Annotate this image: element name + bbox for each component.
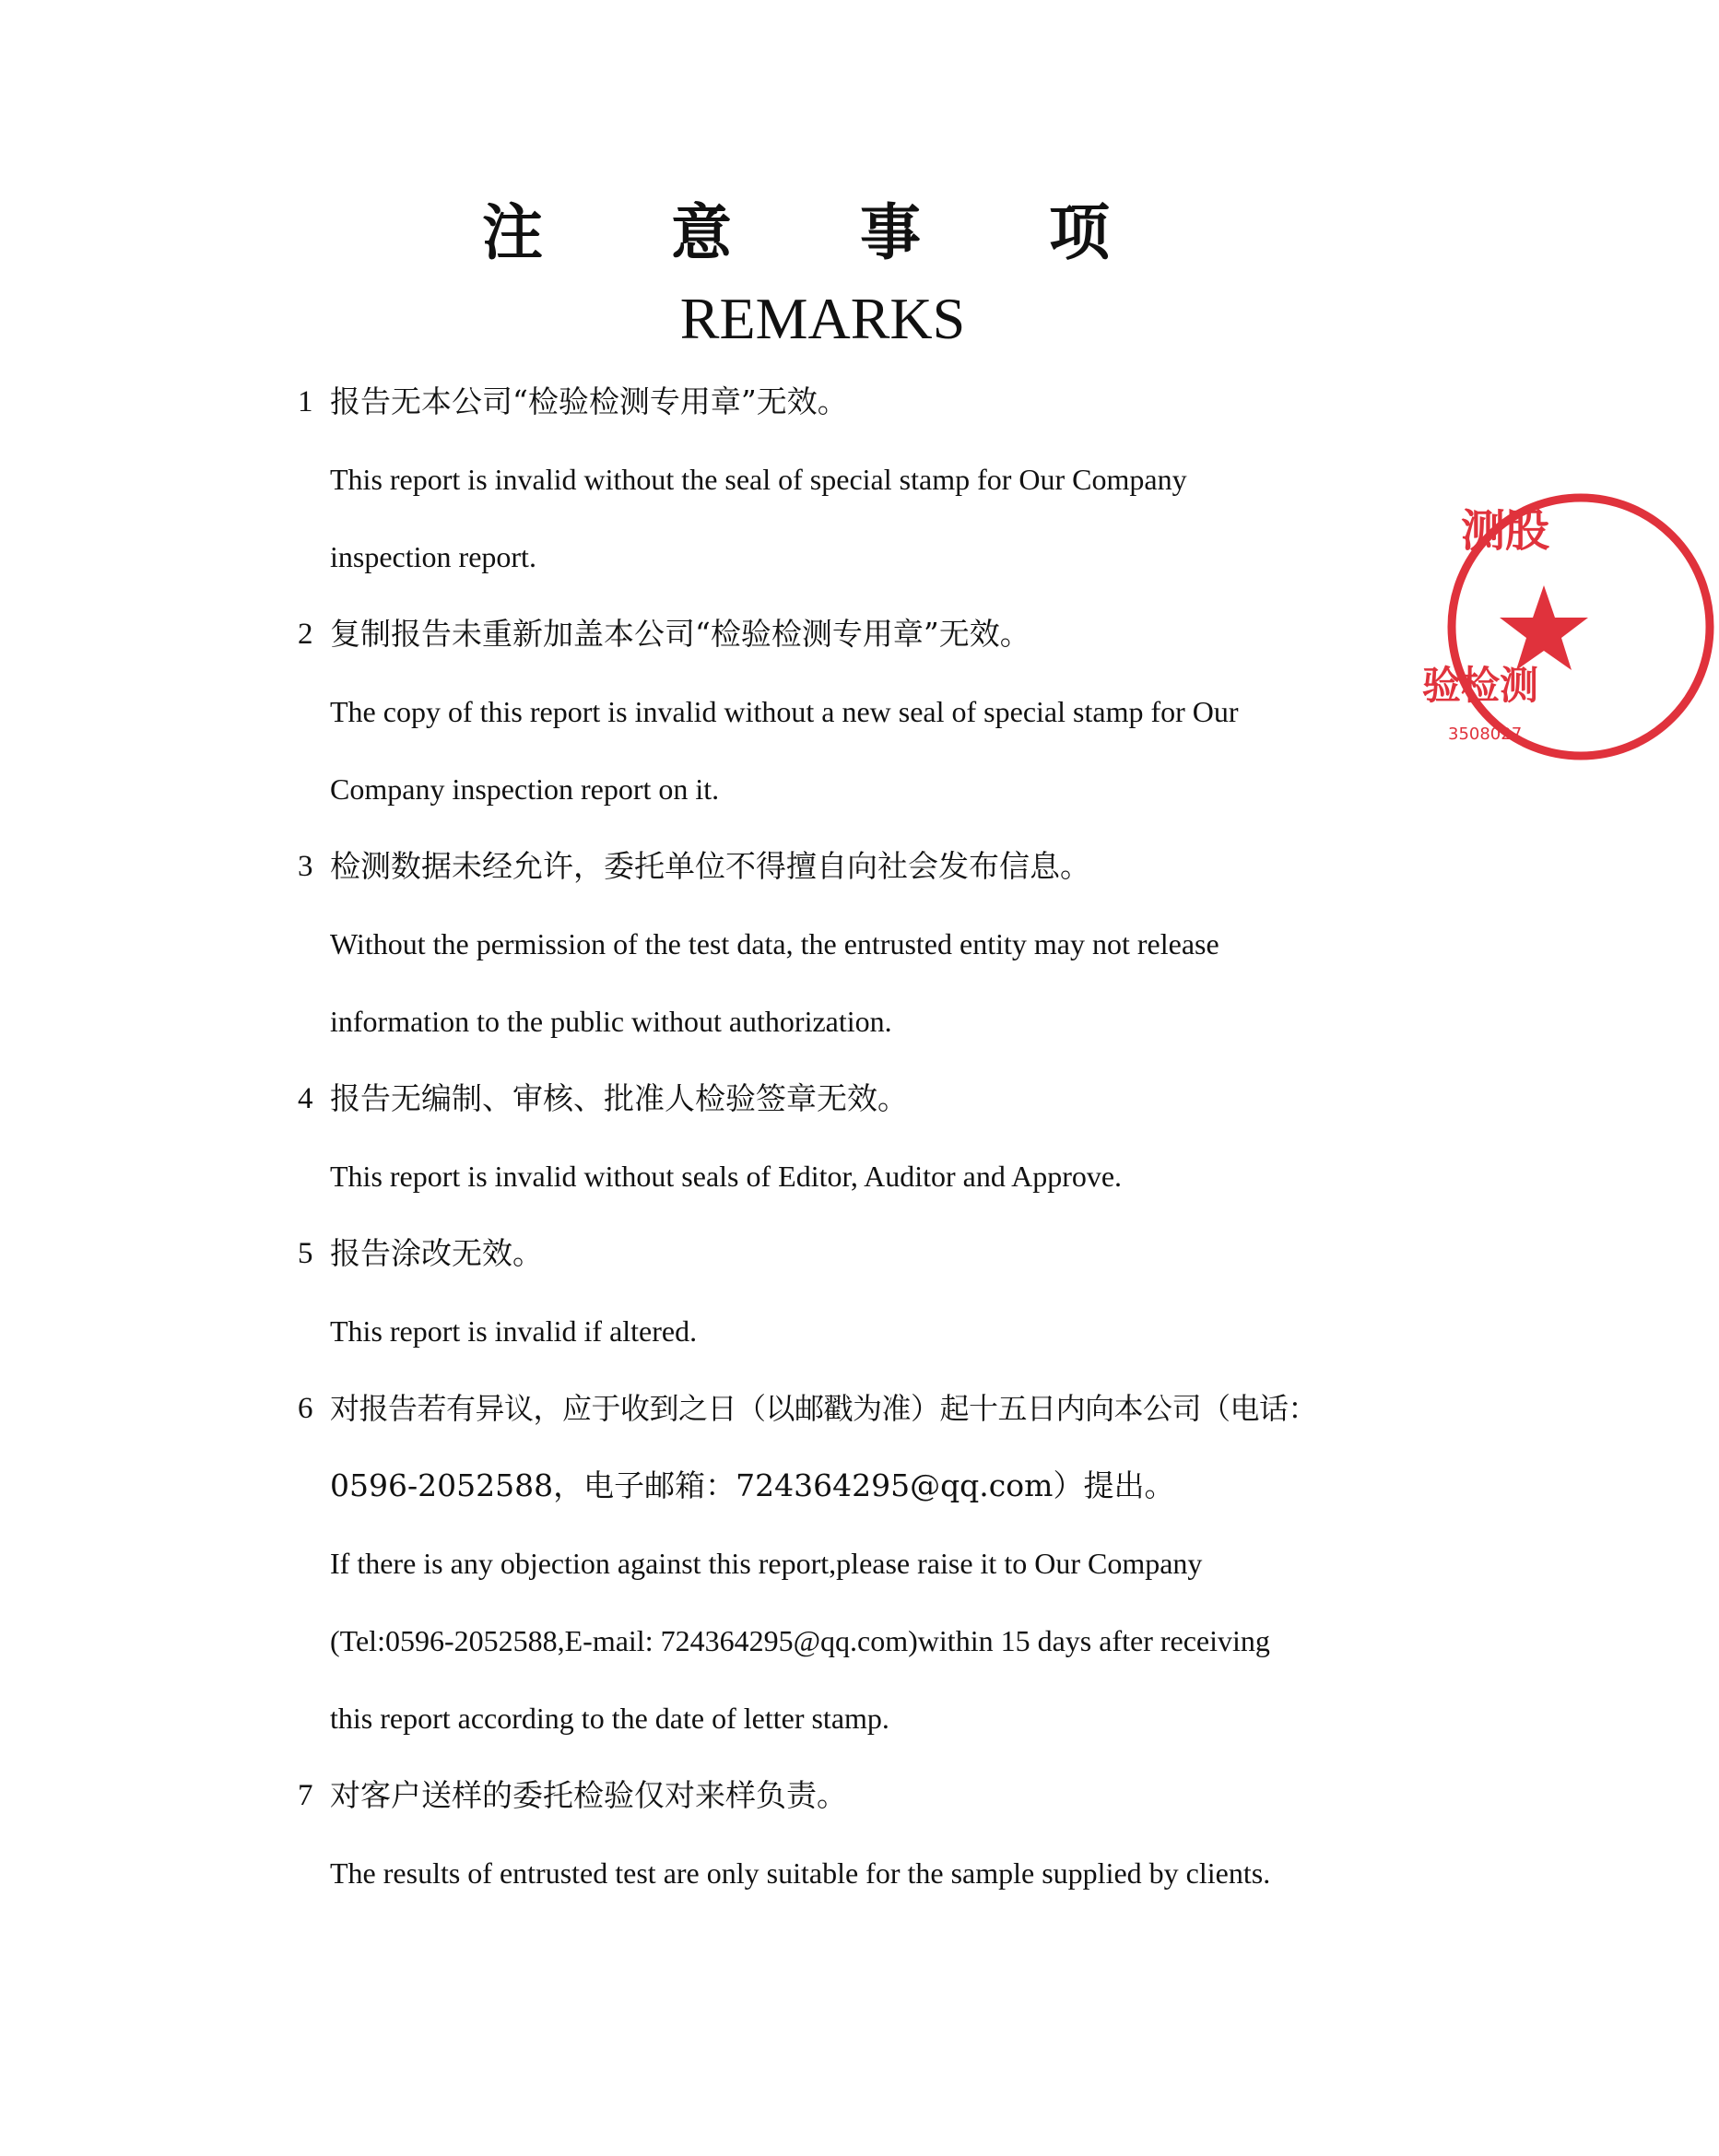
company-seal-stamp xyxy=(1422,489,1719,765)
item-cn-line: 0596-2052588，电子邮箱：724364295@qq.com）提出。 xyxy=(330,1467,1175,1503)
item-number: 7 xyxy=(298,1779,313,1812)
item-en-line: (Tel:0596-2052588,E-mail: 724364295@qq.com)within 15 days after receiving xyxy=(330,1624,1270,1657)
item-en-line: information to the public without authorization. xyxy=(330,1005,892,1038)
item-en-line: inspection report. xyxy=(330,540,536,573)
item-cn-line: 报告无编制、审核、批准人检验签章无效。 xyxy=(330,1080,908,1116)
item-cn-line: 报告涂改无效。 xyxy=(330,1235,543,1271)
item-number: 3 xyxy=(298,850,313,883)
seal-text-bottom: 验检测 xyxy=(1422,663,1539,708)
item-en-line: This report is invalid if altered. xyxy=(330,1314,698,1348)
item-number: 5 xyxy=(298,1237,313,1270)
item-en-line: This report is invalid without the seal of special stamp for Our Company xyxy=(330,463,1187,496)
item-number: 1 xyxy=(298,385,313,418)
item-en-line: This report is invalid without seals of Editor, Auditor and Approve. xyxy=(330,1160,1123,1193)
item-en-line: The copy of this report is invalid without a new seal of special stamp for Our xyxy=(330,695,1239,728)
seal-digits: 3508027 xyxy=(1448,725,1523,744)
item-en-line: Company inspection report on it. xyxy=(330,772,720,806)
item-en-line: If there is any objection against this report,please raise it to Our Company xyxy=(330,1547,1203,1580)
item-en-line: this report according to the date of letter stamp. xyxy=(330,1702,889,1735)
item-cn-line: 复制报告未重新加盖本公司“检验检测专用章”无效。 xyxy=(330,616,1030,652)
item-cn-line: 对客户送样的委托检验仅对来样负责。 xyxy=(330,1777,847,1813)
item-cn-line: 报告无本公司“检验检测专用章”无效。 xyxy=(330,383,848,419)
item-cn-line: 对报告若有异议，应于收到之日（以邮戳为准）起十五日内向本公司（电话： xyxy=(330,1391,1318,1426)
page-title-english: REMARKS xyxy=(679,286,966,351)
item-number: 6 xyxy=(298,1392,313,1425)
item-en-line: The results of entrusted test are only suitable for the sample supplied by clients. xyxy=(330,1856,1271,1890)
seal-star-icon xyxy=(1500,585,1588,670)
page-title-chinese: 注 意 事 项 xyxy=(482,196,1163,268)
item-en-line: Without the permission of the test data, the entrusted entity may not release xyxy=(330,927,1219,960)
item-cn-line: 检测数据未经允许，委托单位不得擅自向社会发布信息。 xyxy=(330,848,1090,884)
item-number: 2 xyxy=(298,618,313,651)
item-number: 4 xyxy=(298,1082,313,1115)
seal-text-top: 测股 xyxy=(1461,505,1550,557)
